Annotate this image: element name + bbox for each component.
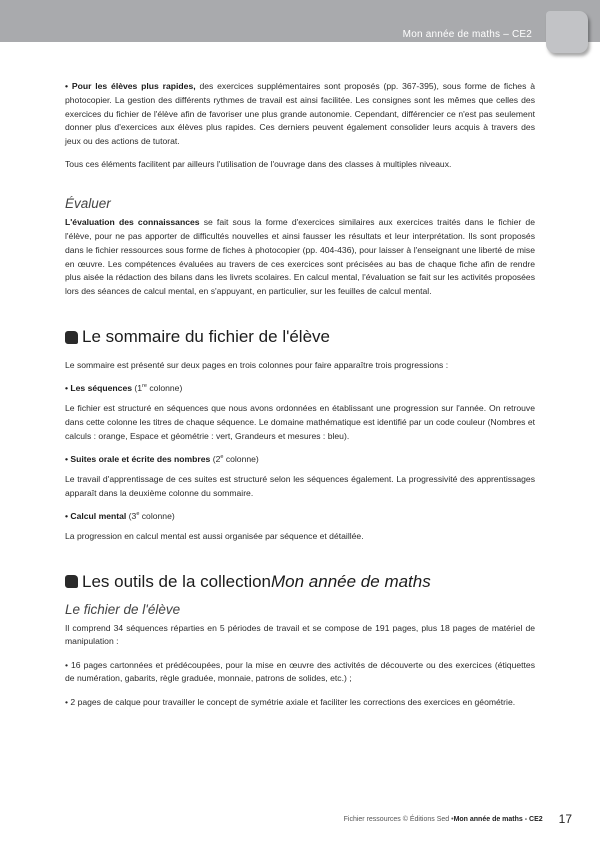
bullet-heading-calcul [65, 510, 535, 524]
page-corner-tab [546, 11, 588, 53]
bullet-label: • Calcul mental [65, 510, 127, 521]
footer-credit: Fichier ressources © Éditions Sed • [343, 815, 454, 823]
page-content [65, 80, 535, 719]
bullet-paren: (2 [210, 454, 221, 465]
bullet-sup: e [220, 454, 224, 461]
paragraph-evaluation [65, 216, 535, 299]
list-item-bullet: • 2 pages de calque pour travailler le concept de symétrie axiale et faciliter les corrections des exercices en géométrie. [65, 696, 516, 707]
page-number: 17 [558, 812, 572, 826]
section-heading-sommaire [65, 327, 535, 347]
bullet-label: • Les séquences [65, 383, 133, 394]
paragraph-sequences: Le fichier est structuré en séquences que nous avons ordonnées en établissant une progression sur l'année. On retrouve dans cette colonne les titres de chaque séquence. Le domaine mathématique est identifié par un code couleur (Nombres et calculs : orange, Espace et géométrie : vert, Grandeurs et mesures : bleu). [65, 403, 535, 441]
section-heading-outils [65, 572, 535, 592]
header-title: Mon année de maths – CE2 [402, 29, 532, 40]
section-subheading-evaluer: Évaluer [65, 196, 111, 212]
bullet-label: • Suites orale et écrite des nombres [65, 454, 211, 465]
paragraph-text: des exercices supplémentaires sont proposés (pp. 367-395), sous forme de fiches à photocopier. La gestion des différents rythmes de travail est ainsi facilitée. Les consignes sont les mêmes que celles des exercices du fichier de l'élève afin de favoriser une plus grande autonomie. Cependant, différencier ce n'est pas seulement donner plus d'exercices aux élèves plus rapides. Ces derniers peuvent également consolider leurs acquis à travers des jeux ou des actions de tutorat. [65, 81, 535, 147]
paragraph-eleves-rapides [65, 80, 535, 149]
bullet-sup: e [136, 511, 140, 518]
paragraph-calcul: La progression en calcul mental est aussi organisée par séquence et détaillée. [65, 530, 364, 541]
section-square-icon [65, 575, 78, 588]
section-heading-italic: Mon année de maths [271, 571, 431, 591]
bullet-paren-close: colonne) [139, 510, 175, 521]
section-subheading-fichier: Le fichier de l'élève [65, 601, 181, 617]
paragraph-sommaire-intro: Le sommaire est présenté sur deux pages en trois colonnes pour faire apparaître trois progressions : [65, 360, 449, 371]
bullet-paren-close: colonne) [146, 383, 183, 394]
bullet-heading-suites [65, 453, 535, 467]
paragraph-text: se fait sous la forme d'exercices similaires aux exercices traités dans le fichier de l'élève, pour ne pas apporter de difficultés nouvelles et ainsi fausser les résultats et leur interprétation. Ils sont proposés dans le fichier ressources sous forme de fiches à photocopier (pp. 404-436), pour laisser à l'enseignant une liberté de mise en œuvre. Les compétences évaluées au travers de ces exercices sont précisées au bas de chaque fiche afin de rendre plus aisée la rédaction des bilans dans les livrets scolaires. En calcul mental, l'évaluation se fait sur les activités proposées lors des séances de calcul mental, en s'appuyant, en particulier, sur les feuilles de calcul mental. [65, 217, 535, 297]
bullet-heading-sequences [65, 382, 535, 396]
section-heading-text: Le sommaire du fichier de l'élève [82, 327, 330, 347]
bullet-sup: re [142, 383, 147, 390]
list-item-bullet: • 16 pages cartonnées et prédécoupées, pour la mise en œuvre des activités de découverte ou des exercices (étiquettes de numération, gabarits, règle graduée, monnaie, patrons de solides, etc.) ; [65, 659, 535, 684]
footer-book-title: Mon année de maths - CE2 [453, 815, 543, 823]
paragraph-fichier-intro: Il comprend 34 séquences réparties en 5 périodes de travail et se compose de 191 pages, plus 18 pages de matériel de manipulation : [65, 622, 535, 647]
section-square-icon [65, 331, 78, 344]
bullet-paren: (3 [126, 510, 137, 521]
bullet-paren: (1 [132, 383, 143, 394]
section-heading-text: Les outils de la collection [82, 571, 272, 591]
paragraph-bold-lead: • Pour les élèves plus rapides, [65, 81, 196, 91]
paragraph-multiples-niveaux: Tous ces éléments facilitent par ailleurs l'utilisation de l'ouvrage dans des classes à multiples niveaux. [65, 159, 452, 170]
header-bar [0, 0, 600, 42]
paragraph-suites: Le travail d'apprentissage de ces suites est structuré selon les séquences également. La progressivité des apprentissages apparaît dans la deuxième colonne du sommaire. [65, 473, 535, 498]
bullet-paren-close: colonne) [223, 454, 259, 465]
paragraph-bold-lead: L'évaluation des connaissances [65, 217, 200, 228]
page-footer [344, 812, 572, 826]
